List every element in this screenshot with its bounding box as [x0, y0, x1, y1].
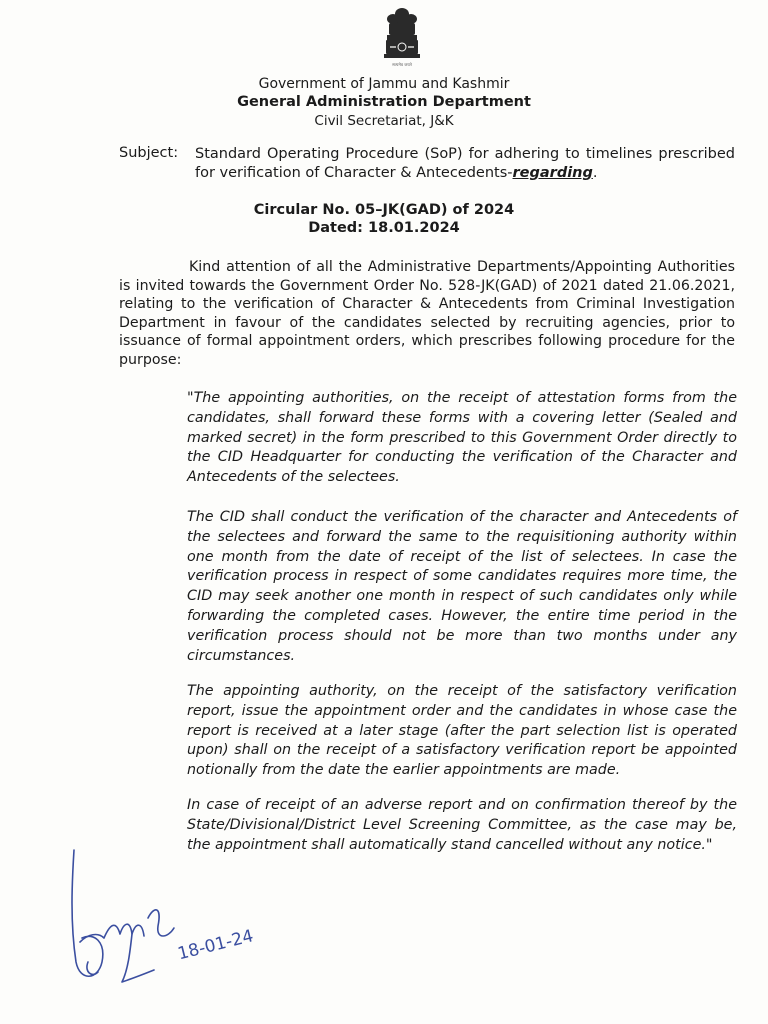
national-emblem-icon — [381, 6, 423, 66]
circular-date: Dated: 18.01.2024 — [308, 220, 460, 236]
signature-strokes — [72, 850, 174, 982]
intro-paragraph: Kind attention of all the Administrative Departments/Appointing Authorities is invited towards the Government Order No. 528-JK(GAD) of 2021 dated 21.06.2021, relating to the verification of Character & Antecedents from Criminal Investigation Department in favour of the candidates selected by recruiting agencies, prior to issuance of formal appointment orders, which prescribes following procedure for the purpose: — [119, 259, 735, 368]
quote-paragraph-3: The appointing authority, on the receipt of the satisfactory verification report, issue the appointment order and the candidates in whose case the report is received at a later stage (after the part selection list is operated upon) shall on the receipt of a satisfactory verification report be appointed notionally from the date the earlier appointments are made. — [187, 683, 737, 779]
signature-date: 18-01-24 — [175, 926, 256, 965]
quote-paragraph-1: "The appointing authorities, on the receipt of attestation forms from the candidates, shall forward these forms with a covering letter (Sealed and marked secret) in the form prescribed to this Government Order directly to the CID Headquarter for conducting the verification of the Character and Antecedents of the selectees. — [187, 390, 737, 486]
header-government: Government of Jammu and Kashmir — [258, 76, 510, 92]
subject-main: Standard Operating Procedure (SoP) for adhering to timelines prescribed for verification of Character & Antecedents- — [195, 146, 735, 181]
emblem-motto: सत्यमेव जयते — [392, 62, 412, 67]
header-department: General Administration Department — [237, 94, 531, 110]
header-secretariat: Civil Secretariat, J&K — [314, 113, 454, 129]
subject-text — [195, 145, 735, 183]
subject-label: Subject: — [119, 145, 179, 161]
subject-emphasis: regarding — [512, 165, 593, 181]
quote-paragraph-4: In case of receipt of an adverse report and on confirmation thereof by the State/Divisional/District Level Screening Committee, as the case may be, the appointment shall automatically stand cancelled without any notice." — [187, 797, 737, 853]
quote-paragraph-2: The CID shall conduct the verification of the character and Antecedents of the selectees and forward the same to the requisitioning authority within one month from the date of receipt of the list of selectees. In case the verification process in respect of some candidates requires more time, the CID may seek another one month in respect of such candidates only while forwarding the completed cases. However, the entire time period in the verification process should not be more than two months under any circumstances. — [187, 509, 737, 664]
circular-number: Circular No. 05–JK(GAD) of 2024 — [253, 202, 515, 218]
handwritten-signature — [58, 842, 268, 992]
subject-suffix: . — [592, 165, 598, 181]
